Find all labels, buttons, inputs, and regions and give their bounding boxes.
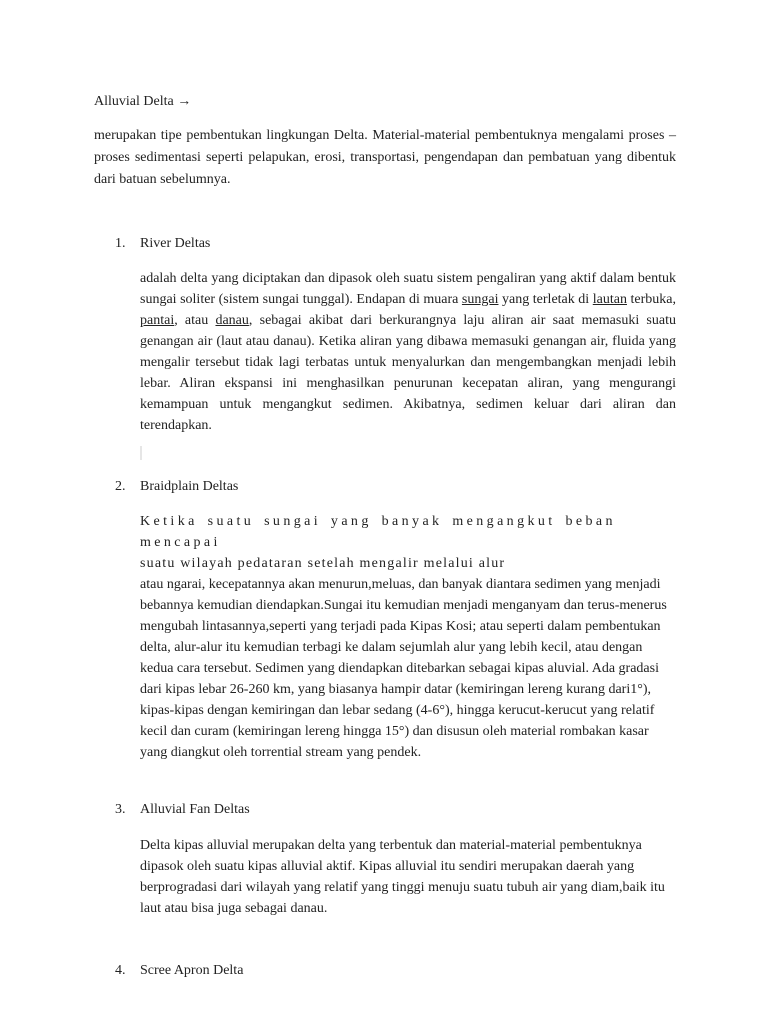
- braidplain-deltas-paragraph: [140, 511, 676, 763]
- list-item-title: Alluvial Fan Deltas: [140, 802, 250, 817]
- list-number: 2.: [115, 479, 126, 494]
- paragraph-line: suatu wilayah pedataran setelah mengalir melalui alur: [140, 556, 506, 571]
- list-number: 4.: [115, 963, 126, 978]
- link-lautan[interactable]: lautan: [592, 292, 627, 307]
- river-deltas-paragraph: adalah delta yang diciptakan dan dipasok oleh suatu sistem pengaliran yang aktif dalam bentuk sungai soliter (sistem sungai tunggal). Endapan di muara sungai yang terletak di lautan terbuka, pantai, atau danau, sebagai akibat dari berkurangnya laju aliran air saat memasuki suatu genangan air (laut atau danau). Ketika aliran yang dibawa memasuki genangan air, fluida yang mengalir tersebut tidak lagi terbatas untuk menyalurkan dan mengembangkan menjadi lebih lebar. Aliran ekspansi ini menghasilkan penurunan kecepatan aliran, yang mengurangi kemampuan untuk mengangkut sedimen. Akibatnya, sedimen keluar dari aliran dan terendapkan.: [140, 271, 676, 433]
- list-item-alluvial-fan-deltas: [115, 800, 250, 820]
- paragraph-text: atau ngarai, kecepatannya akan menurun,meluas, dan banyak diantara sedimen yang menjadi bebannya kemudian diendapkan.Sungai itu kemudian menjadi menganyam dan terus-menerus mengubah lintasannya,seperti yang terjadi pada Kipas Kosi; atau seperti dalam pembentukan delta, alur-alur itu kemudian terbagi ke dalam sejumlah alur yang lebih kecil, atau dengan kedua cara tersebut. Sedimen yang diendapkan ditebarkan sebagai kipas aluvial. Ada gradasi dari kipas lebar 26-260 km, yang biasanya hampir datar (kemiringan lereng kurang dari1°), kipas-kipas dengan kemiringan dan lebar sedang (4-6°), hingga kerucut-kerucut yang relatif kecil dan curam (kemiringan lereng hingga 15°) dan disusun oleh material rombakan kasar yang diangkut oleh torrential stream yang pendek.: [140, 577, 667, 760]
- text-cursor-mark: [140, 446, 142, 460]
- link-sungai[interactable]: sungai: [461, 292, 499, 307]
- link-pantai[interactable]: pantai: [140, 313, 175, 328]
- link-danau[interactable]: danau: [215, 313, 249, 328]
- list-item-river-deltas: [115, 234, 210, 254]
- list-number: 1.: [115, 236, 126, 251]
- intro-paragraph: merupakan tipe pembentukan lingkungan Delta. Material-material pembentuknya mengalami proses – proses sedimentasi seperti pelapukan, erosi, transportasi, pengendapan dan pembatuan yang dibentuk dari batuan sebelumnya.: [94, 128, 676, 187]
- list-item-scree-apron-delta: [115, 961, 243, 981]
- alluvial-fan-deltas-paragraph: Delta kipas alluvial merupakan delta yang terbentuk dan material-material pembentuknya dipasok oleh suatu kipas alluvial aktif. Kipas alluvial itu sendiri merupakan daerah yang berprogradasi dari wilayah yang relatif yang tinggi menuju suatu tubuh air yang diam,baik itu laut atau bisa juga sebagai danau.: [140, 838, 665, 916]
- list-item-title: River Deltas: [140, 236, 211, 251]
- list-item-braidplain-deltas: [115, 477, 238, 497]
- list-item-title: Scree Apron Delta: [140, 963, 244, 978]
- list-number: 3.: [115, 802, 126, 817]
- list-item-title: Braidplain Deltas: [140, 479, 239, 494]
- section-heading: Alluvial Delta →: [94, 94, 192, 109]
- paragraph-line: Ketika suatu sungai yang banyak mengangkut beban mencapai: [140, 514, 616, 550]
